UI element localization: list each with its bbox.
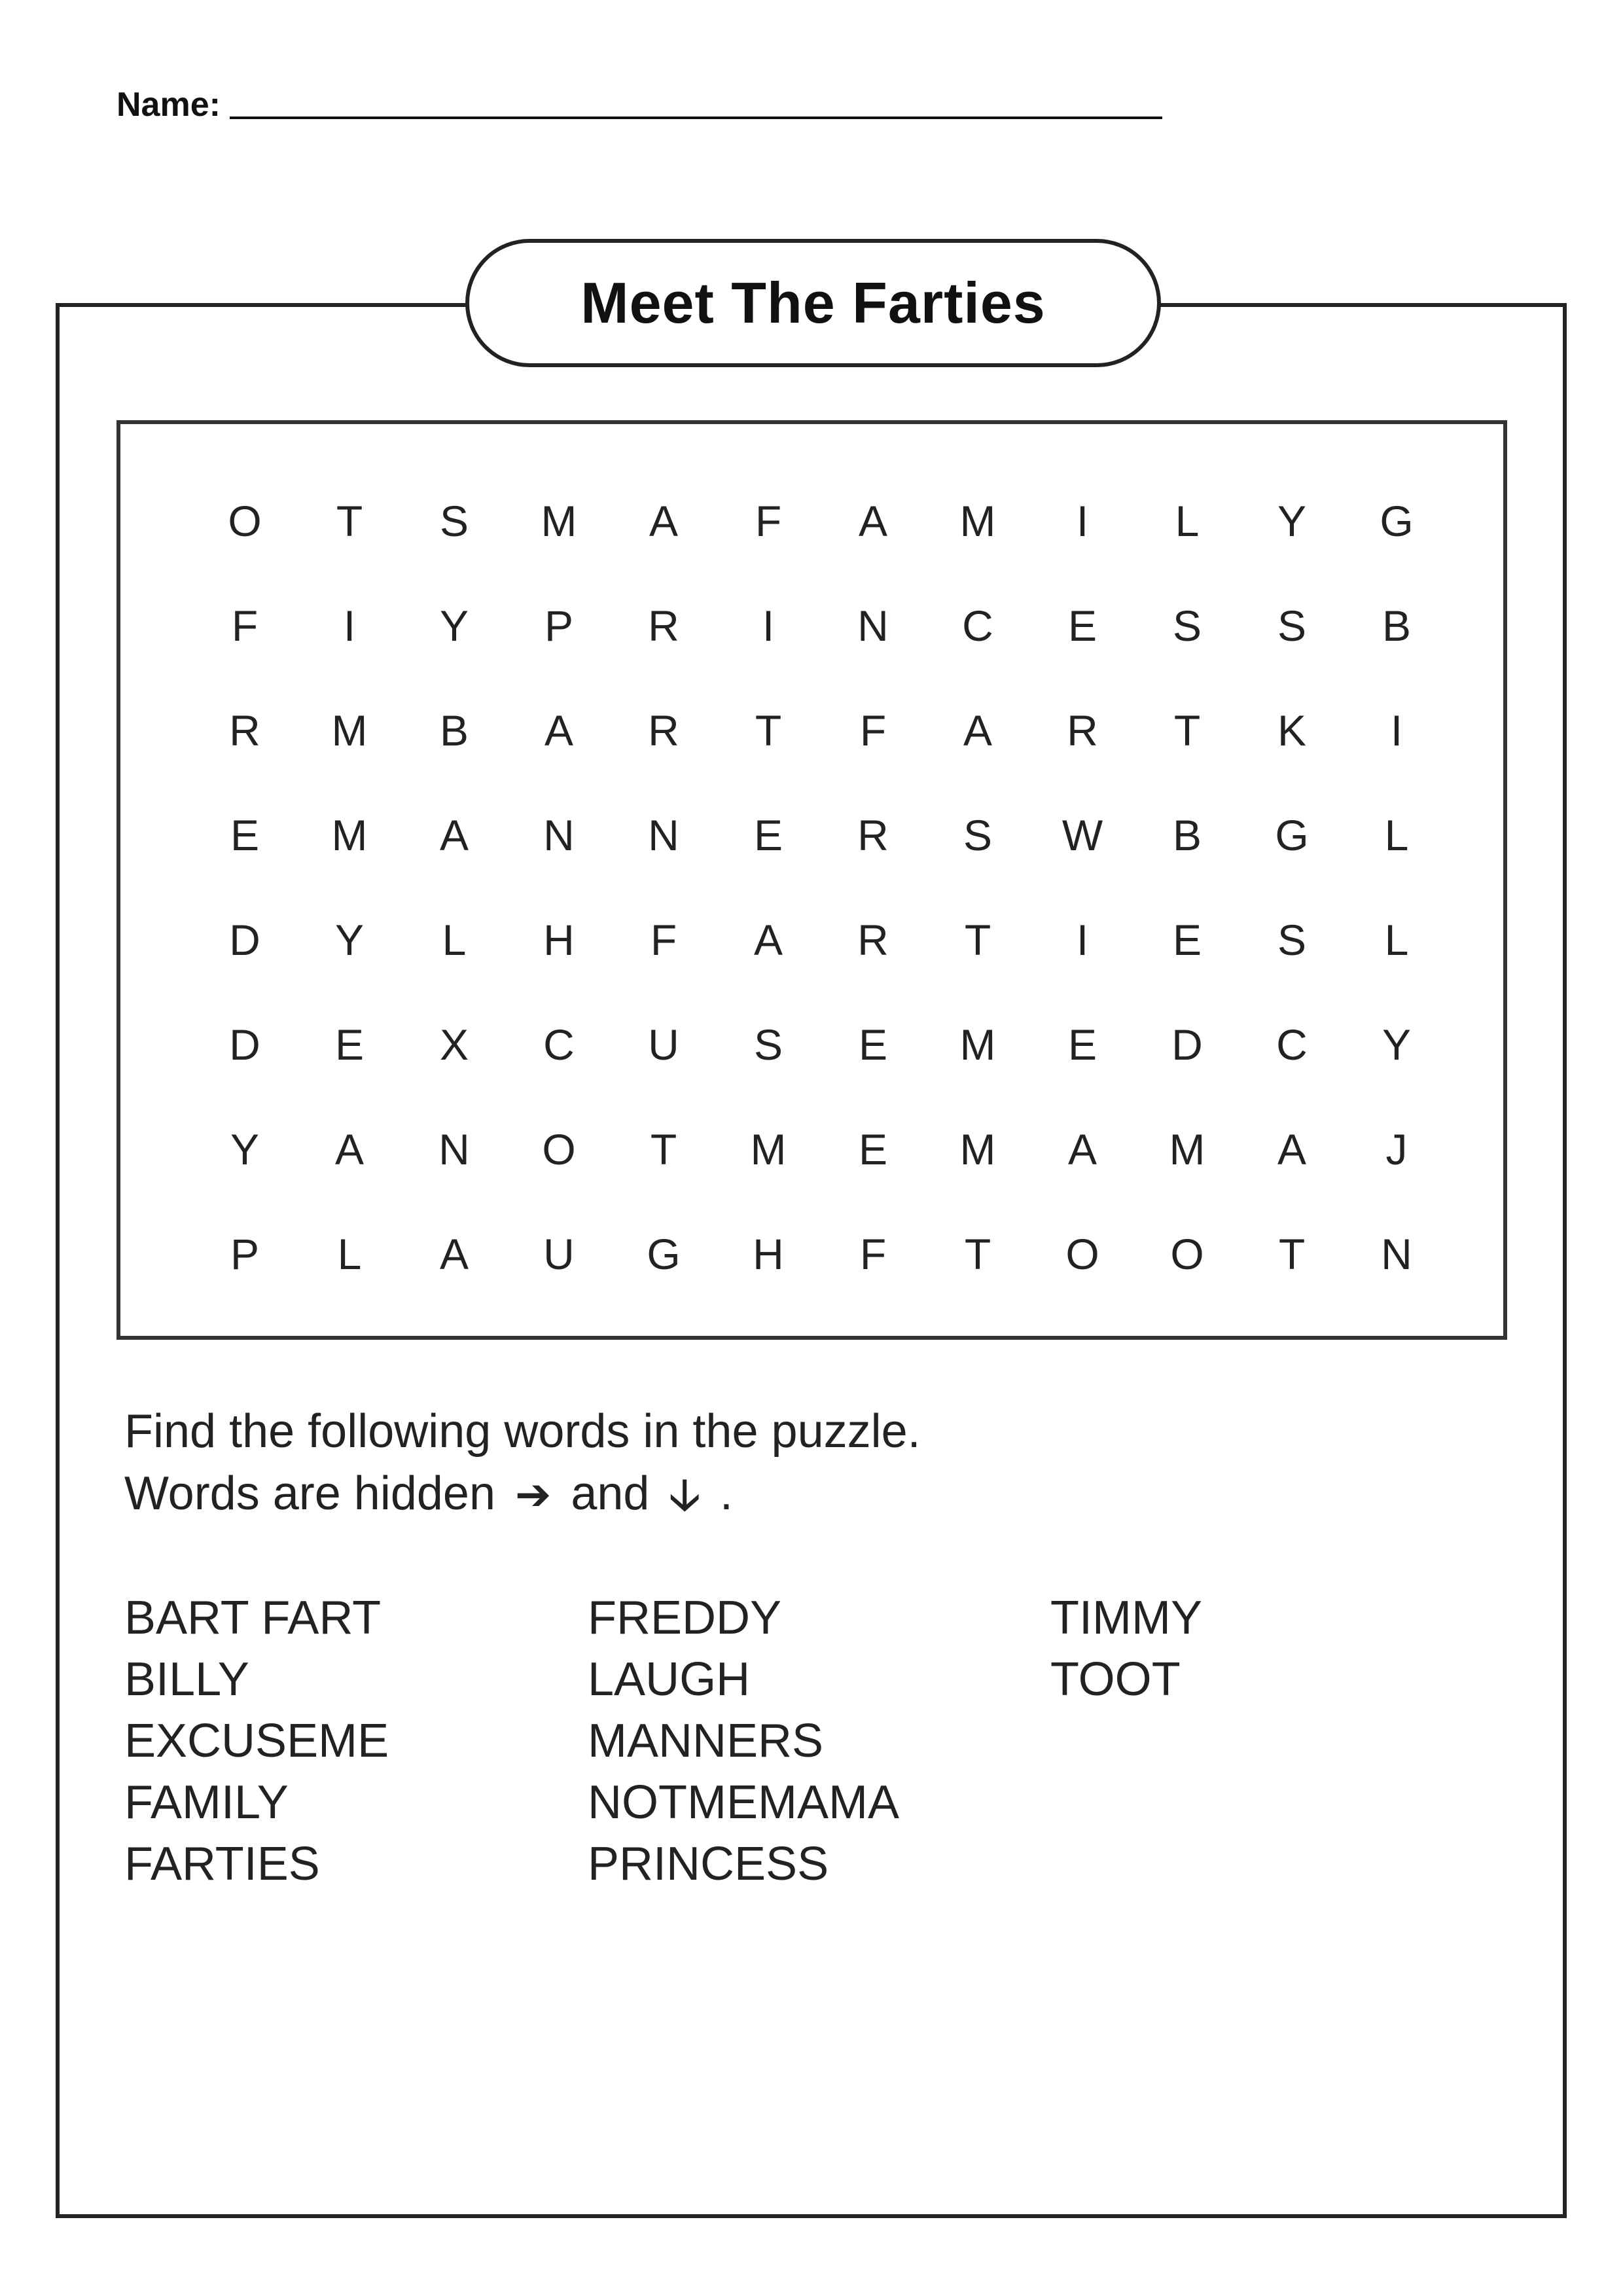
grid-cell[interactable]: C xyxy=(543,1020,575,1069)
grid-cell[interactable]: U xyxy=(543,1230,575,1278)
word-list-item: BART FART xyxy=(124,1592,382,1644)
grid-cell[interactable]: L xyxy=(1384,916,1409,964)
grid-cell[interactable]: F xyxy=(859,1230,887,1278)
word-list-item: LAUGH xyxy=(588,1653,751,1706)
instructions xyxy=(124,1401,921,1526)
grid-cell[interactable]: G xyxy=(647,1230,681,1278)
word-list-item: FREDDY xyxy=(588,1592,782,1644)
grid-cell[interactable]: G xyxy=(1380,497,1414,545)
grid-cell[interactable]: E xyxy=(1067,1020,1097,1069)
grid-cell[interactable]: I xyxy=(1076,497,1089,545)
grid-cell[interactable]: E xyxy=(334,1020,365,1069)
grid-cell[interactable]: R xyxy=(857,916,889,964)
word-list-item: EXCUSEME xyxy=(124,1715,389,1767)
arrow-right-icon: ➔ xyxy=(515,1470,552,1518)
instructions-line-2 xyxy=(124,1463,921,1526)
grid-cell[interactable]: T xyxy=(1173,706,1201,755)
name-label: Name: xyxy=(116,86,221,124)
word-list-item: FAMILY xyxy=(124,1776,289,1829)
grid-cell[interactable]: R xyxy=(648,706,679,755)
grid-cell[interactable]: A xyxy=(439,811,469,859)
grid-cell[interactable]: N xyxy=(438,1125,470,1174)
instructions-and: and xyxy=(571,1467,650,1520)
grid-row xyxy=(212,1110,1419,1189)
grid-row xyxy=(212,1215,1419,1293)
grid-cell[interactable]: E xyxy=(1172,916,1202,964)
grid-cell[interactable]: D xyxy=(229,916,260,964)
grid-cell[interactable]: S xyxy=(1172,601,1202,650)
grid-cell[interactable]: T xyxy=(964,1230,991,1278)
word-search-grid-box xyxy=(116,420,1507,1340)
grid-cell[interactable]: G xyxy=(1275,811,1309,859)
grid-cell[interactable]: A xyxy=(544,706,574,755)
word-list-item: TIMMY xyxy=(1050,1592,1202,1644)
grid-cell[interactable]: P xyxy=(544,601,574,650)
grid-cell[interactable]: M xyxy=(331,811,368,859)
grid-cell[interactable]: Y xyxy=(230,1125,260,1174)
grid-cell[interactable]: E xyxy=(858,1125,888,1174)
grid-cell[interactable]: E xyxy=(753,811,783,859)
grid-row xyxy=(212,1005,1419,1084)
grid-cell[interactable]: R xyxy=(1067,706,1098,755)
word-list-item: FARTIES xyxy=(124,1838,320,1890)
grid-cell[interactable]: T xyxy=(650,1125,677,1174)
grid-cell[interactable]: S xyxy=(753,1020,783,1069)
grid-cell[interactable]: I xyxy=(762,601,775,650)
grid-cell[interactable]: F xyxy=(650,916,677,964)
word-list-column-2 xyxy=(588,1587,899,1895)
grid-cell[interactable]: Y xyxy=(439,601,469,650)
word-search-grid xyxy=(212,424,1419,1344)
grid-row xyxy=(212,482,1419,560)
word-list-item: BILLY xyxy=(124,1653,249,1706)
grid-cell[interactable]: A xyxy=(858,497,888,545)
grid-cell[interactable]: B xyxy=(1382,601,1412,650)
grid-cell[interactable]: A xyxy=(1067,1125,1097,1174)
word-list-column-3 xyxy=(1050,1587,1202,1710)
grid-cell[interactable]: F xyxy=(859,706,887,755)
grid-cell[interactable]: M xyxy=(541,497,577,545)
grid-cell[interactable]: N xyxy=(1381,1230,1412,1278)
grid-cell[interactable]: T xyxy=(755,706,782,755)
grid-cell[interactable]: T xyxy=(336,497,363,545)
grid-cell[interactable]: M xyxy=(959,497,996,545)
word-list-item: MANNERS xyxy=(588,1715,824,1767)
grid-cell[interactable]: P xyxy=(230,1230,260,1278)
name-row xyxy=(116,85,1162,124)
word-list-item: TOOT xyxy=(1050,1653,1181,1706)
grid-cell[interactable]: N xyxy=(648,811,679,859)
grid-cell[interactable]: T xyxy=(1278,1230,1306,1278)
arrow-down-icon: 🡣 xyxy=(669,1470,700,1518)
grid-cell[interactable]: R xyxy=(648,601,679,650)
page-title: Meet The Farties xyxy=(580,270,1046,335)
grid-cell[interactable]: L xyxy=(1175,497,1200,545)
grid-cell[interactable]: M xyxy=(959,1125,996,1174)
grid-cell[interactable]: I xyxy=(1390,706,1403,755)
grid-cell[interactable]: S xyxy=(1277,601,1307,650)
grid-cell[interactable]: N xyxy=(857,601,889,650)
grid-cell[interactable]: A xyxy=(963,706,993,755)
grid-cell[interactable]: O xyxy=(542,1125,576,1174)
grid-cell[interactable]: Y xyxy=(1382,1020,1412,1069)
grid-cell[interactable]: S xyxy=(1277,916,1307,964)
grid-cell[interactable]: N xyxy=(543,811,575,859)
grid-cell[interactable]: B xyxy=(439,706,469,755)
instructions-period: . xyxy=(719,1467,733,1520)
grid-cell[interactable]: E xyxy=(230,811,260,859)
title-banner xyxy=(465,239,1161,367)
grid-cell[interactable]: L xyxy=(337,1230,362,1278)
grid-cell[interactable]: M xyxy=(959,1020,996,1069)
grid-cell[interactable]: S xyxy=(963,811,993,859)
grid-cell[interactable]: U xyxy=(648,1020,679,1069)
word-list-item: PRINCESS xyxy=(588,1838,829,1890)
grid-cell[interactable]: L xyxy=(442,916,467,964)
grid-cell[interactable]: A xyxy=(1277,1125,1307,1174)
grid-cell[interactable]: I xyxy=(343,601,356,650)
grid-cell[interactable]: A xyxy=(649,497,679,545)
word-list-item: NOTMEMAMA xyxy=(588,1776,899,1829)
grid-cell[interactable]: J xyxy=(1385,1125,1408,1174)
grid-row xyxy=(212,796,1419,874)
grid-cell[interactable]: D xyxy=(229,1020,260,1069)
grid-cell[interactable]: C xyxy=(962,601,993,650)
grid-cell[interactable]: D xyxy=(1171,1020,1203,1069)
grid-cell[interactable]: Y xyxy=(334,916,365,964)
grid-cell[interactable]: F xyxy=(231,601,259,650)
instructions-prefix: Words are hidden xyxy=(124,1467,495,1520)
grid-cell[interactable]: S xyxy=(439,497,469,545)
grid-cell[interactable]: A xyxy=(439,1230,469,1278)
grid-cell[interactable]: X xyxy=(439,1020,469,1069)
grid-cell[interactable]: T xyxy=(964,916,991,964)
name-input-line[interactable] xyxy=(230,117,1162,119)
grid-row xyxy=(212,691,1419,770)
grid-cell[interactable]: O xyxy=(1170,1230,1204,1278)
grid-cell[interactable]: Y xyxy=(1277,497,1307,545)
grid-cell[interactable]: F xyxy=(755,497,782,545)
grid-cell[interactable]: L xyxy=(1384,811,1409,859)
grid-cell[interactable]: W xyxy=(1061,811,1103,859)
grid-cell[interactable]: H xyxy=(543,916,575,964)
grid-cell[interactable]: H xyxy=(753,1230,784,1278)
grid-cell[interactable]: O xyxy=(228,497,262,545)
grid-cell[interactable]: M xyxy=(750,1125,787,1174)
grid-cell[interactable]: B xyxy=(1172,811,1202,859)
word-list-column-1 xyxy=(124,1587,389,1895)
grid-row xyxy=(212,586,1419,665)
grid-cell[interactable]: R xyxy=(229,706,260,755)
grid-cell[interactable]: A xyxy=(753,916,783,964)
grid-cell[interactable]: K xyxy=(1277,706,1307,755)
grid-row xyxy=(212,901,1419,979)
grid-cell[interactable]: E xyxy=(1067,601,1097,650)
instructions-line-1: Find the following words in the puzzle. xyxy=(124,1405,921,1458)
grid-cell[interactable]: R xyxy=(857,811,889,859)
grid-cell[interactable]: E xyxy=(858,1020,888,1069)
grid-cell[interactable]: A xyxy=(334,1125,365,1174)
grid-cell[interactable]: O xyxy=(1065,1230,1099,1278)
grid-cell[interactable]: C xyxy=(1276,1020,1308,1069)
grid-cell[interactable]: M xyxy=(1169,1125,1205,1174)
grid-cell[interactable]: M xyxy=(331,706,368,755)
grid-cell[interactable]: I xyxy=(1076,916,1089,964)
